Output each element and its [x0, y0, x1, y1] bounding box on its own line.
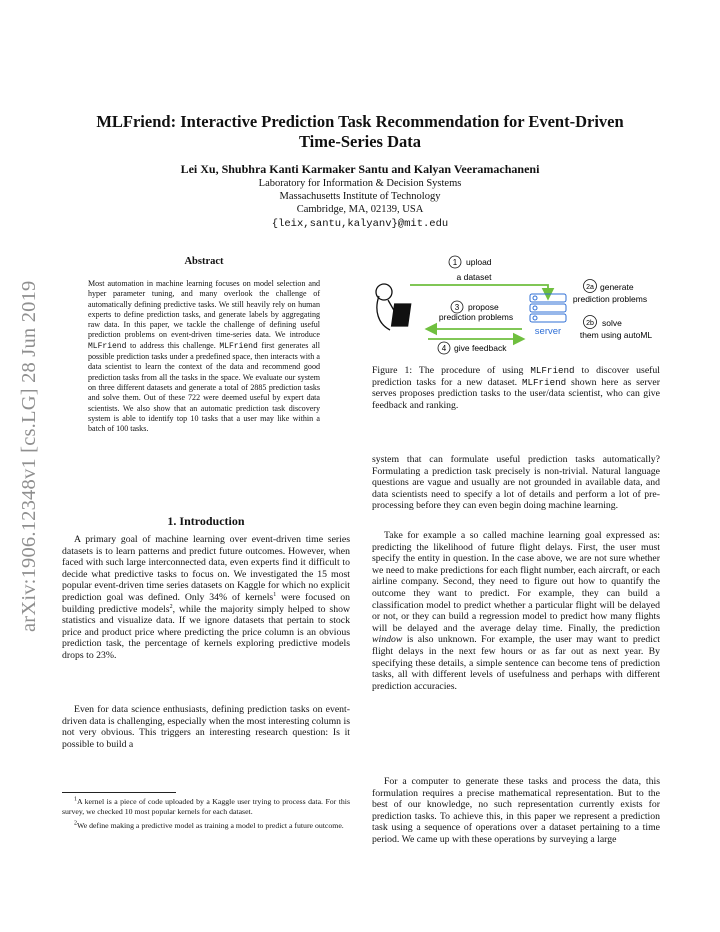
server-icon [530, 294, 566, 322]
body-paragraph: system that can formulate useful prediction tasks automatically? Formulating a prediction task precisely is non-trivial. Natural language questions are vague and usually are not grounded in available data, and data scientists need to specify a lot of details and perform a lot of pre-processing before they can even begin doing machine learning. [372, 454, 660, 512]
intro-text: A primary goal of machine learning over event-driven time series datasets is to learn patterns and predict future outcomes. However, when faced with such large interconnected data, even experts find it difficult to decide what predictive tasks to focus on. We investigated the 15 most popular event-driven time series datasets on Kaggle for which no explicit prediction goal was defined. Only 34% of kernels [62, 534, 350, 603]
step-2a-badge [584, 280, 597, 293]
step-1-badge [449, 256, 461, 268]
arxiv-stamp: arXiv:1906.12348v1 [cs.LG] 28 Jun 2019 [18, 280, 40, 632]
step-2a-label: prediction problems [572, 294, 648, 304]
caption-text: to discover useful prediction tasks for a new dataset. [372, 365, 661, 388]
footnote [62, 797, 350, 817]
abstract-text: to address this challenge. [130, 340, 216, 350]
figure-1-diagram [372, 252, 660, 360]
system-name: MLFriend [522, 376, 567, 388]
step-4-number: 4 [441, 344, 447, 353]
footnote [62, 821, 350, 831]
footnote-text: We define making a predictive model as training a model to predict a future outcome. [77, 821, 344, 830]
paper-title: MLFriend: Interactive Prediction Task Recommendation for Event-Driven Time-Series Data [96, 112, 624, 151]
intro-paragraph [62, 534, 350, 662]
footnote-ref-2[interactable]: 2 [169, 603, 173, 610]
intro-paragraph: Even for data science enthusiasts, defining prediction tasks on event-driven data is challenging, especially when the most interesting column is not very obvious. This triggers an interesting research question: Is it possible to build a [62, 704, 350, 750]
affiliation-city: Cambridge, MA, 02139, USA [296, 204, 424, 215]
body-paragraph: For a computer to generate these tasks and process the data, this formulation requires a precise mathematical representation. But to the best of our knowledge, no such representation currently exists for prediction tasks. To achieve this, in this paper we represent a prediction task using a sequence of operations over a dataset pertaining to a time period. We came up with these operations by surveying a large [372, 776, 660, 845]
body-paragraph [372, 530, 660, 692]
emphasis: window [372, 634, 403, 646]
paper-authors: Lei Xu, Shubhra Kanti Karmaker Santu and Kalyan Veeramachaneni [180, 162, 540, 176]
abstract-body [88, 279, 320, 434]
body-text: Take for example a so called machine learning goal expressed as: predicting the likelihood of future flight delays. First, the user must specify the entity in question. In the case above, we are not sure whether we need to make predictions for each flight number, each aircraft, or each airline company. Second, they need to figure out how to quantify the outcome they want to predict. For example, they can build a classification model to predict whether a particular flight will be delayed or not, or they can build a regression model to predict how many flights will be delayed and the average delay time. Finally, the prediction [372, 530, 660, 634]
step-1-label: upload [466, 257, 492, 267]
abstract-heading: Abstract [184, 256, 224, 267]
footnote-ref-1[interactable]: 1 [273, 591, 277, 598]
step-2b-number: 2b [586, 320, 594, 327]
intro-text: , while the majority simply helped to show statistics and visualize data. If we ignore datasets that pertain to stock price and product price where predicting the price column is an obvious prediction task, the percentage of kernels exploring predictive models drops to 23%. [62, 603, 350, 661]
intro-text: were focused on building predictive models [62, 591, 351, 615]
step-2b-label: solve [602, 318, 622, 328]
caption-text: Figure 1: The procedure of using [372, 365, 524, 376]
body-text: is also unknown. For example, the user may want to predict flight delays in the next few hours or as far out as next year. By specifying these details, a simple sentence can become tens of prediction tasks, all with different levels of usefulness and perhaps with different prediction accuracies. [372, 634, 660, 692]
figure-caption [372, 365, 660, 411]
step-2b-label: them using autoML [579, 330, 653, 340]
affiliation-lab: Laboratory for Information & Decision Systems [258, 178, 462, 189]
abstract-text: Most automation in machine learning focuses on model selection and hyper parameter tuning, and many overlook the challenge of automatically defining predictive tasks. We still heavily rely on human experts to define prediction tasks, and generate labels by aggregating raw data. In this paper, we tackle the challenge of defining useful prediction problems on event-driven time-series data. We introduce [88, 279, 320, 340]
upload-arrow [410, 285, 548, 297]
step-2b-badge [584, 316, 597, 329]
step-4-label: give feedback [454, 343, 507, 353]
affiliation-email: {leix,santu,kalyanv}@mit.edu [271, 218, 449, 230]
step-3-label: prediction problems [438, 312, 514, 322]
server-label: server [534, 326, 562, 337]
footnote-text: A kernel is a piece of code uploaded by a Kaggle user trying to process data. For this survey, we checked 10 most popular kernels for each dataset. [62, 797, 350, 816]
footnote-mark: 1 [74, 796, 77, 803]
step-2a-label: generate [600, 282, 634, 292]
step-3-number: 3 [454, 303, 460, 312]
section-heading-introduction: 1. Introduction [167, 514, 245, 528]
footnote-mark: 2 [74, 820, 77, 827]
step-2a-number: 2a [586, 284, 594, 291]
system-name: MLFriend [88, 341, 127, 351]
caption-text: shown here as server serves proposes prediction tasks to the user/data scientist, who can give feedback and ranking. [372, 376, 660, 411]
step-4-badge [438, 342, 450, 354]
system-name: MLFriend [219, 341, 258, 351]
step-3-label: propose [468, 302, 499, 312]
abstract-text: first generates all possible prediction tasks under a predefined space, then interacts with a data scientist to learn the context of the data and recommend good prediction tasks from all the tasks in the space. We evaluate our system on three different datasets and generate a total of 2885 prediction tasks and solve them. Out of these 722 were deemed useful by expert data scientists. We also show that an automatic prediction task discovery system is able to identify top 10 tasks that a user may like within a batch of 100 tasks. [88, 340, 321, 434]
user-icon [376, 284, 411, 330]
step-1-label: a dataset [456, 272, 492, 282]
system-name: MLFriend [530, 365, 575, 376]
affiliation-institute: Massachusetts Institute of Technology [279, 191, 441, 202]
footnote-divider [62, 792, 176, 793]
step-1-number: 1 [452, 258, 458, 267]
